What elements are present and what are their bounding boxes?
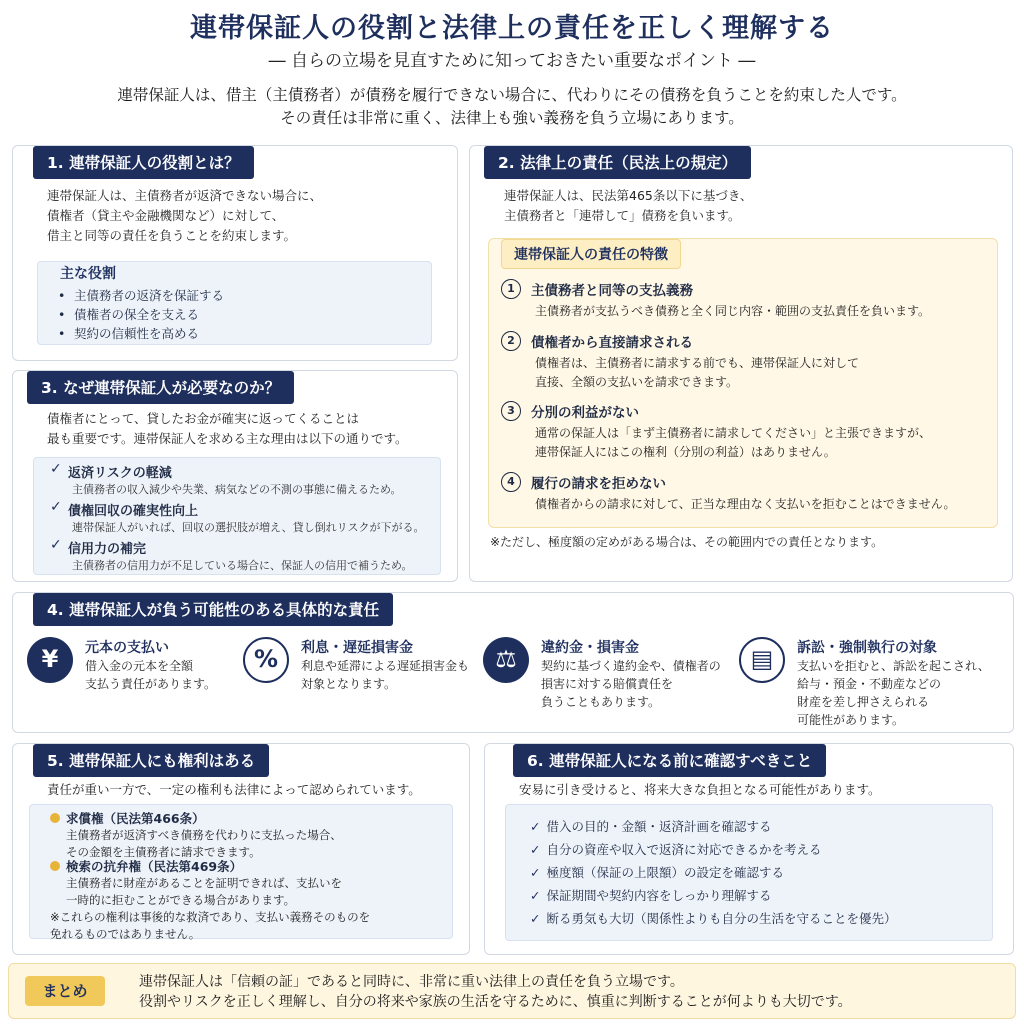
desc-line: 通常の保証人は「まず主債務者に請求してください」と主張できますが、 — [535, 426, 932, 440]
summary-text — [139, 972, 852, 1012]
rights-box — [29, 804, 453, 939]
check-icon: ✓ — [50, 537, 62, 553]
reason-title: 信用力の補完 — [68, 542, 147, 557]
section-heading: 5. 連帯保証人にも権利はある — [33, 744, 269, 777]
item-desc — [85, 657, 216, 693]
intro-line: 連帯保証人は、借主（主債務者）が債務を履行できない場合に、代わりにその債務を負うことを約束した人です。 — [117, 86, 907, 104]
roles-box — [37, 261, 432, 345]
check-icon: ✓ — [50, 499, 62, 515]
reason-desc: 連帯保証人がいれば、回収の選択肢が増え、貸し倒れリスクが下がる。 — [72, 521, 425, 534]
right-desc — [66, 827, 342, 861]
check-label: 極度額（保証の上限額）の設定を確認する — [546, 865, 784, 880]
section-why — [12, 370, 458, 582]
page-subtitle: ― 自らの立場を見直すために知っておきたい重要なポイント ― — [268, 51, 756, 71]
section-checklist — [484, 743, 1014, 955]
desc-line: 損害に対する賠償責任を — [541, 677, 674, 691]
item-title: 違約金・損害金 — [541, 640, 639, 656]
section-responsibilities — [12, 592, 1014, 733]
percent-icon: % — [243, 637, 289, 683]
feature-desc — [535, 354, 995, 392]
body-line: 借主と同等の責任を負うことを約束します。 — [47, 228, 297, 243]
item-title: 利息・遅延損害金 — [301, 640, 413, 656]
intro-text — [0, 84, 1024, 130]
check-icon: ✓ — [530, 911, 541, 926]
check-icon: ✓ — [530, 865, 541, 880]
feature-title: 分別の利益がない — [531, 405, 639, 421]
features-title: 連帯保証人の責任の特徴 — [501, 239, 681, 269]
check-icon: ✓ — [530, 888, 541, 903]
page-title: 連帯保証人の役割と法律上の責任を正しく理解する — [190, 13, 834, 44]
body-line: 債権者（貸主や金融機関など）に対して、 — [47, 208, 285, 223]
legal-note: ※ただし、極度額の定めがある場合は、その範囲内での責任となります。 — [490, 535, 884, 549]
summary-box — [8, 963, 1016, 1019]
section-role — [12, 145, 458, 361]
desc-line: 可能性があります。 — [797, 713, 905, 727]
checklist-item — [530, 817, 772, 835]
check-icon: ✓ — [50, 461, 62, 477]
feature-desc — [535, 302, 995, 321]
note-line: 免れるものではありません。 — [50, 927, 201, 941]
note-line: ※これらの権利は事後的な救済であり、支払い義務そのものを — [50, 910, 371, 924]
desc-line: 債権者からの請求に対して、正当な理由なく支払いを拒むことはできません。 — [535, 497, 956, 511]
bullet-dot-icon — [50, 861, 60, 871]
check-label: 自分の資産や収入で返済に対応できるかを考える — [546, 842, 822, 857]
check-label: 断る勇気も大切（関係性よりも自分の生活を守ることを優先） — [546, 911, 897, 926]
section-body: 責任が重い一方で、一定の権利も法律によって認められています。 — [47, 782, 421, 797]
item-desc — [541, 657, 721, 711]
section-heading: 6. 連帯保証人になる前に確認すべきこと — [513, 744, 826, 777]
section-heading: 3. なぜ連帯保証人が必要なのか？ — [27, 371, 294, 404]
desc-line: 給与・預金・不動産などの — [797, 677, 942, 691]
reason-title: 返済リスクの軽減 — [68, 466, 172, 481]
number-badge: 3 — [501, 401, 521, 421]
body-line: 主債務者と「連帯して」債務を負います。 — [504, 208, 741, 223]
right-title: 検索の抗弁権（民法第469条） — [66, 859, 243, 874]
feature-title: 主債務者と同等の支払義務 — [531, 283, 693, 299]
check-label: 借入の目的・金額・返済計画を確認する — [546, 819, 772, 834]
section-body — [47, 409, 408, 449]
desc-line: 一時的に拒むことができる場合があります。 — [66, 893, 296, 907]
intro-line: その責任は非常に重く、法律上も強い義務を負う立場にあります。 — [280, 109, 744, 127]
desc-line: 財産を差し押さえられる — [797, 695, 930, 709]
body-line: 債権者にとって、貸したお金が確実に返ってくることは — [47, 411, 360, 426]
reason-title: 債権回収の確実性向上 — [68, 504, 199, 519]
item-desc — [797, 657, 990, 729]
summary-line: 役割やリスクを正しく理解し、自分の将来や家族の生活を守るために、慎重に判断することが何よりも大切です。 — [139, 994, 852, 1010]
feature-desc — [535, 495, 995, 514]
desc-line: 債権者は、主債務者に請求する前でも、連帯保証人に対して — [535, 356, 860, 370]
checklist-item — [530, 886, 772, 904]
section-body — [504, 186, 752, 226]
item-title: 元本の支払い — [85, 640, 169, 656]
desc-line: 負うこともあります。 — [541, 695, 661, 709]
yen-icon: ¥ — [27, 637, 73, 683]
list-item: • 債権者の保全を支える — [74, 305, 224, 324]
item-title: 訴訟・強制執行の対象 — [797, 640, 937, 656]
desc-line: 主債務者に財産があることを証明できれば、支払いを — [66, 876, 342, 890]
desc-line: 支払う責任があります。 — [85, 677, 217, 691]
body-line: 連帯保証人は、主債務者が返済できない場合に、 — [47, 188, 323, 203]
feature-desc — [535, 424, 995, 462]
check-icon: ✓ — [530, 842, 541, 857]
right-title: 求償権（民法第466条） — [66, 811, 205, 826]
number-badge: 4 — [501, 472, 521, 492]
right-desc — [66, 875, 342, 909]
desc-line: 支払いを拒むと、訴訟を起こされ、 — [797, 659, 990, 673]
roles-title: 主な役割 — [60, 266, 116, 282]
summary-tag: まとめ — [25, 976, 105, 1006]
desc-line: 借入金の元本を全額 — [85, 659, 194, 673]
desc-line: 主債務者が支払うべき債務と全く同じ内容・範囲の支払責任を負います。 — [535, 304, 931, 318]
desc-line: その金額を主債務者に請求できます。 — [66, 845, 261, 859]
section-heading: 2. 法律上の責任（民法上の規定） — [484, 146, 751, 179]
desc-line: 直接、全額の支払いを請求できます。 — [535, 375, 739, 389]
checklist-item — [530, 909, 897, 927]
desc-line: 主債務者が返済すべき債務を代わりに支払った場合、 — [66, 828, 342, 842]
desc-line: 利息や延滞による遅延損害金も — [301, 659, 470, 673]
section-body: 安易に引き受けると、将来大きな負担となる可能性があります。 — [519, 782, 881, 797]
feature-title: 債権者から直接請求される — [531, 335, 693, 351]
document-icon: ▤ — [739, 637, 785, 683]
summary-line: 連帯保証人は「信頼の証」であると同時に、非常に重い法律上の責任を負う立場です。 — [139, 974, 684, 990]
number-badge: 1 — [501, 279, 521, 299]
roles-list — [74, 286, 224, 343]
rights-note — [50, 909, 370, 943]
desc-line: 連帯保証人にはこの権利（分別の利益）はありません。 — [535, 445, 836, 459]
checklist-item — [530, 863, 784, 881]
bullet-dot-icon — [50, 813, 60, 823]
body-line: 連帯保証人は、民法第465条以下に基づき、 — [504, 188, 753, 203]
reason-desc: 主債務者の信用力が不足している場合に、保証人の信用で補うため。 — [72, 559, 413, 572]
item-desc — [301, 657, 469, 693]
gavel-icon: ⚖ — [483, 637, 529, 683]
list-item: • 契約の信頼性を高める — [74, 324, 224, 343]
section-legal — [469, 145, 1013, 582]
list-item: • 主債務者の返済を保証する — [74, 286, 224, 305]
check-label: 保証期間や契約内容をしっかり理解する — [546, 888, 772, 903]
number-badge: 2 — [501, 331, 521, 351]
section-heading: 1. 連帯保証人の役割とは？ — [33, 146, 254, 179]
check-icon: ✓ — [530, 819, 541, 834]
section-rights — [12, 743, 470, 955]
desc-line: 契約に基づく違約金や、債権者の — [541, 659, 721, 673]
reasons-box — [33, 457, 441, 575]
checklist-item — [530, 840, 822, 858]
section-heading: 4. 連帯保証人が負う可能性のある具体的な責任 — [33, 593, 393, 626]
body-line: 最も重要です。連帯保証人を求める主な理由は以下の通りです。 — [47, 431, 408, 446]
desc-line: 対象となります。 — [301, 677, 397, 691]
section-body — [47, 186, 322, 246]
checklist-box — [505, 804, 993, 941]
reason-desc: 主債務者の収入減少や失業、病気などの不測の事態に備えるため。 — [72, 483, 402, 496]
feature-title: 履行の請求を拒めない — [531, 476, 666, 492]
features-box — [488, 238, 998, 528]
